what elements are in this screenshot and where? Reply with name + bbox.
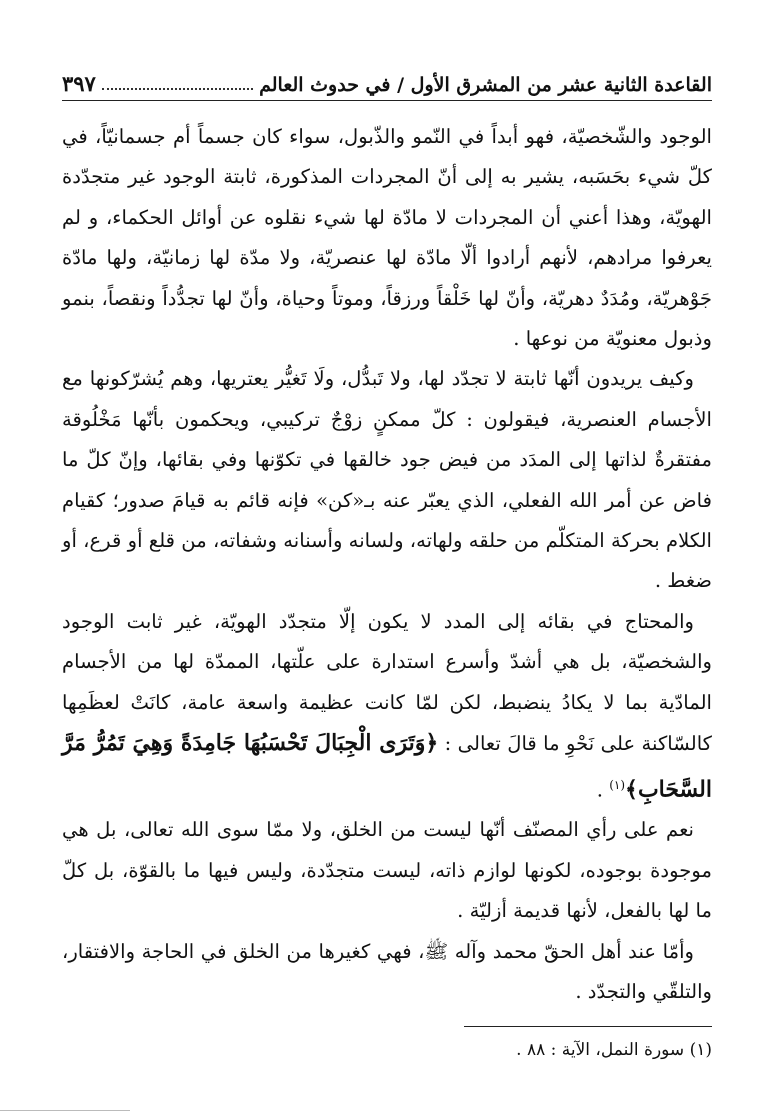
header-dot-leader xyxy=(102,88,253,90)
paragraph-4: نعم على رأي المصنّف أنّها ليست من الخلق، ولا ممّا سوى الله تعالى، بل هي موجودة بوجوده، لكونها لوازم ذاته، ليست متجدّدة، وليس فيها ما بالقوّة، بل كلّ ما لها بالفعل، لأنها قديمة أزليّة . xyxy=(62,818,712,923)
paragraph-2: وكيف يريدون أنّها ثابتة لا تجدّد لها، ولا تَبدُّل، ولَا تَغيُّر يعتريها، وهم يُشرّكونها مع الأجسام العنصرية، فيقولون : كلّ ممكنٍ زوْجٌ تركيبي، ويحكمون بأنّها مَخْلُوقة مفتقرةٌ لذاتها إلى المدَد من فيض جود خالقها في تكوّنها وفي بقائها، وإنّ كلّ ما فاض عن أمر الله الفعلي، الذي يعبّر عنه بـ«كن» فإنه قائم به قيامَ صدور؛ كقيام الكلام بحركة المتكلّم من حلقه ولهاته، ولسانه وأسنانه وشفاته، من قلع أو قرع، أو ضغط . xyxy=(62,367,712,593)
scan-edge-line xyxy=(0,1110,130,1111)
running-header xyxy=(62,62,712,101)
paragraph-1: الوجود والشّخصيّة، فهو أبداً في النّمو والذّبول، سواء كان جسماً أم جسمانيّاً، في كلّ شيء بحَسَبه، يشير به إلى أنّ المجردات المذكورة، ثابتة الوجود غير متجدّدة الهويّة، وهذا أعني أن المجردات لا مادّة لها شيء نقلوه عن أوائل الحكماء، و لم يعرفوا مرادهم، لأنهم أرادوا ألّا مادّة لها عنصريّة، ولا مدّة لها زمانيّة، ولها مادّة جَوْهريّة، ومُدَدٌ دهريّة، وأنّ لها خَلْقاً ورزقاً، وموتاً وحياة، وأنّ لها تجدُّداً ونقصاً، بنمو وذبول معنويّة من نوعها . xyxy=(62,125,712,351)
main-text xyxy=(62,117,712,1012)
quran-verse: ﴿وَتَرَى الْجِبَالَ تَحْسَبُهَا جَامِدَةً وَهِيَ تَمُرُّ مَرَّ السَّحَابِ﴾ xyxy=(62,730,712,803)
paragraph-3-text: والمحتاج في بقائه إلى المدد لا يكون إلّا متجدّد الهويّة، غير ثابت الوجود والشخصيّة، بل هي أشدّ وأسرع استدارة على علّتها، الممدّة لها من الأجسام المادّية بما لا يكادُ ينضبط، لكن لمّا كانت عظيمة واسعة عامة، كانَتْ لعظَمِها كالسّاكنة على نَحْوِ ما قالَ تعالى : xyxy=(62,609,712,756)
header-title: القاعدة الثانية عشر من المشرق الأول / في حدوث العالم xyxy=(259,74,712,96)
book-page xyxy=(62,62,712,1102)
footnote-separator xyxy=(464,1026,712,1027)
paragraph-3 xyxy=(62,602,712,811)
paragraph-5: وأمّا عند أهل الحقّ محمد وآله ﷺ، فهي كغيرها من الخلق في الحاجة والافتقار، والتلقّي والتجدّد . xyxy=(62,939,712,1004)
page-number: ٣٩٧ xyxy=(62,71,96,96)
footnote: (١) سورة النمل، الآية : ٨٨ . xyxy=(516,1040,712,1061)
footnote-reference: (١) xyxy=(609,777,626,792)
paragraph-3-end: . xyxy=(596,778,610,802)
